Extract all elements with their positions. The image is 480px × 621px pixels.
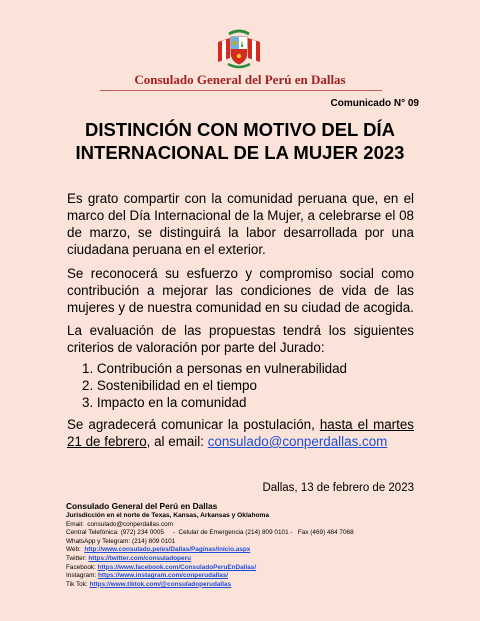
footer-facebook-label: Facebook: <box>66 563 98 571</box>
footer-instagram-label: Instagram: <box>66 572 98 580</box>
paragraph-intro: Es grato compartir con la comunidad peruana que, en el marco del Día Internacional de la Mujer, a celebrarse el 08 de marzo, se distinguirá la labor desarrollada por una ciudadana peruana en el exterior. <box>67 191 414 257</box>
paragraph-submission <box>67 416 414 450</box>
communique-number: Comunicado N° 09 <box>330 98 419 109</box>
list-item: 1. Contribución a personas en vulnerabilidad <box>82 361 348 376</box>
criteria-list <box>82 360 347 411</box>
footer-whatsapp: WhatsApp y Telegram: (214) 809 0101 <box>66 537 176 545</box>
footer-tiktok-label: Tik Tok: <box>66 580 90 588</box>
footer-facebook <box>66 564 354 573</box>
document-date: Dallas, 13 de febrero de 2023 <box>262 482 414 494</box>
footer-tiktok <box>66 581 354 590</box>
header-divider <box>100 90 382 91</box>
footer-twitter <box>66 555 354 564</box>
twitter-link[interactable]: https://twitter.com/consuladoperu <box>88 554 191 562</box>
submission-prefix: Se agradecerá comunicar la postulación, <box>67 417 320 432</box>
footer-email: Email: consulado@conperdallas.com <box>66 520 174 528</box>
footer-title: Consulado General del Perú en Dallas <box>66 501 218 511</box>
list-item: 2. Sostenibilidad en el tiempo <box>82 378 257 393</box>
footer-instagram <box>66 572 354 581</box>
submission-mid: , al email: <box>146 434 208 449</box>
web-link[interactable]: http://www.consulado.pe/es/Dallas/Paginas/Inicio.aspx <box>84 546 251 554</box>
title-line-1: DISTINCIÓN CON MOTIVO DEL DÍA <box>84 119 396 140</box>
footer-twitter-label: Twitter: <box>66 554 89 562</box>
paragraph-evaluation: La evaluación de las propuestas tendrá los siguientes criterios de valoración por parte del Jurado: <box>67 323 414 355</box>
tiktok-link[interactable]: https://www.tiktok.com/@consuladoperudallas <box>89 580 232 588</box>
footer-phones: Central Telefónica: (972) 234 0005 - Celular de Emergencia (214) 809 0101 - Fax (469) 484 7068 <box>66 529 354 537</box>
footer-contact <box>66 501 354 589</box>
footer-web <box>66 546 354 555</box>
list-item: 3. Impacto en la comunidad <box>82 395 247 410</box>
paragraph-recognition: Se reconocerá su esfuerzo y compromiso social como contribución a mejorar las condiciones de vida de las mujeres y de nuestra comunidad en su ciudad de acogida. <box>67 266 414 315</box>
title-line-2: INTERNACIONAL DE LA MUJER 2023 <box>75 142 405 163</box>
submission-deadline: hasta el martes 21 de febrero <box>67 417 414 449</box>
peru-coat-of-arms-icon <box>216 28 262 70</box>
footer-jurisdiction: Jurisdicción en el norte de Texas, Kansas, Arkansas y Oklahoma <box>66 512 270 519</box>
footer-web-label: Web: <box>66 546 85 554</box>
page-title <box>40 118 440 164</box>
instagram-link[interactable]: https://www.instagram.com/conperudallas/ <box>97 572 229 580</box>
consulate-header-title: Consulado General del Perú en Dallas <box>134 72 346 87</box>
facebook-link[interactable]: https://www.facebook.com/ConsuladoPeruEnDallas/ <box>97 563 257 571</box>
email-link[interactable]: consulado@conperdallas.com <box>207 434 388 449</box>
